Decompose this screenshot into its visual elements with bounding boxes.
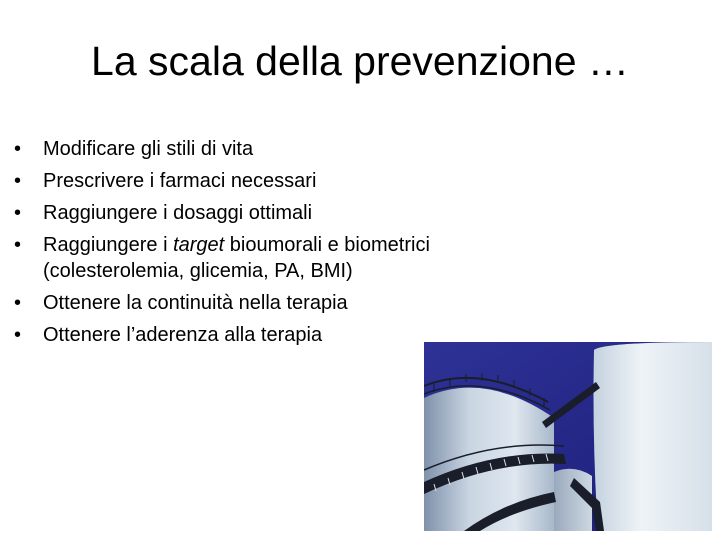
bullet-text: Modificare gli stili di vita [43,138,254,160]
bullet-item [0,136,500,162]
bullet-dot: • [14,234,22,256]
bullet-dot: • [14,324,22,346]
bullet-item [0,168,500,194]
bullet-item [0,200,500,226]
bullet-text: Ottenere l’aderenza alla terapia [43,324,323,346]
bullet-dot: • [14,202,22,224]
bullet-text-post: bioumorali e biometrici (colesterolemia, glicemia, PA, BMI) [43,234,430,282]
bullet-text: Ottenere la continuità nella terapia [43,292,348,314]
bullet-text: Prescrivere i farmaci necessari [43,170,317,192]
storage-tanks-photo [424,342,712,531]
bullet-item [0,290,500,316]
bullet-text-pre: Raggiungere i [43,234,174,256]
bullet-item [0,232,500,284]
bullet-dot: • [14,138,22,160]
slide-title: La scala della prevenzione … [91,38,629,84]
bullet-dot: • [14,170,22,192]
bullet-text-emphasis: target [173,234,225,256]
bullet-text: Raggiungere i dosaggi ottimali [43,202,313,224]
bullet-dot: • [14,292,22,314]
bullet-list [0,136,500,354]
